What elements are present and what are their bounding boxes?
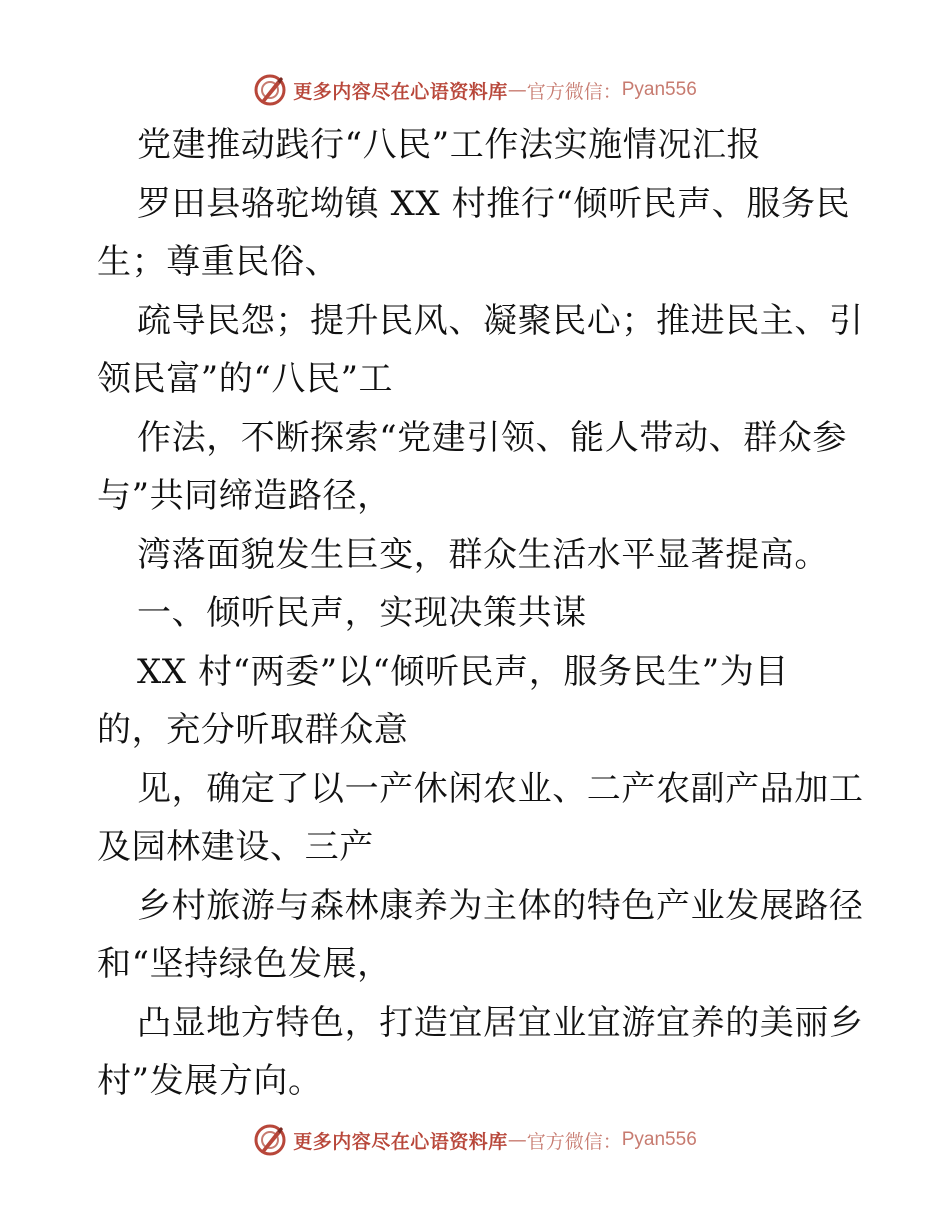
banner-wechat-id: Pyan556 (621, 1129, 697, 1150)
text-line: 乡村旅游与森林康养为主体的特色产业发展路径 (137, 885, 864, 926)
section-heading: 一、倾听民声，实现决策共谋 (137, 593, 587, 633)
text-line: 与”共同缔造路径， (97, 476, 392, 516)
text-line: 生；尊重民俗、 (97, 242, 340, 282)
text-line: 领民富”的“八民”工 (97, 359, 394, 399)
banner-dash: — (507, 79, 527, 101)
banner-wechat-label: 官方微信： (526, 1130, 622, 1153)
text-line: 作法，不断探索“党建引领、能人带动、群众参 (137, 417, 847, 458)
text-line: 凸显地方特色，打造宜居宜业宜游宜养的美丽乡 (137, 1002, 864, 1043)
brand-logo-icon (253, 1123, 287, 1157)
banner-wechat-id: Pyan556 (621, 79, 697, 100)
text-line: 和“坚持绿色发展， (97, 944, 392, 984)
banner-dash: — (507, 1129, 527, 1151)
banner-wechat-label: 官方微信： (526, 80, 622, 103)
text-line: XX 村“两委”以“倾听民声，服务民生”为目 (137, 651, 789, 692)
text-line: 的，充分听取群众意 (97, 710, 409, 750)
text-line: 疏导民怨；提升民风、凝聚民心；推进民主、引 (137, 300, 864, 341)
document-body (97, 116, 864, 1111)
text-line: 湾落面貌发生巨变，群众生活水平显著提高。 (137, 534, 829, 575)
brand-logo-icon (253, 73, 287, 107)
banner-main-text: 更多内容尽在心语资料库 (293, 1130, 508, 1153)
text-line: 及园林建设、三产 (97, 827, 374, 867)
text-line: 罗田县骆驼坳镇 XX 村推行“倾听民声、服务民 (137, 183, 851, 224)
banner-main-text: 更多内容尽在心语资料库 (293, 80, 508, 103)
text-line: 见，确定了以一产休闲农业、二产农副产品加工 (137, 768, 864, 809)
footer-banner (0, 1120, 950, 1160)
document-title: 党建推动践行“八民”工作法实施情况汇报 (137, 125, 762, 165)
header-banner (0, 70, 950, 110)
text-line: 村”发展方向。 (97, 1061, 323, 1101)
